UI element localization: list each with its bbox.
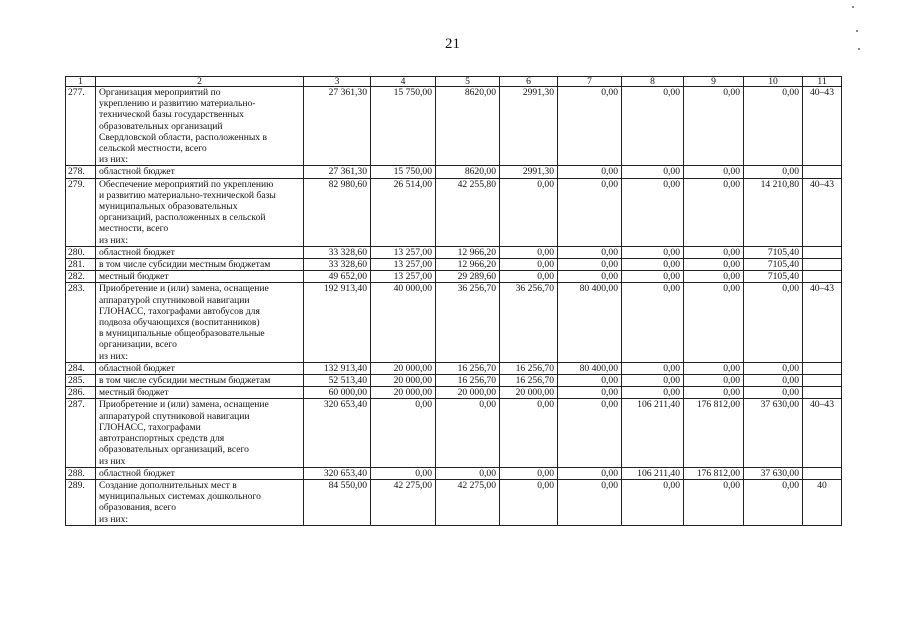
amount-cell: 0,00 <box>622 178 684 246</box>
row-number: 287. <box>66 399 96 467</box>
amount-cell: 0,00 <box>684 283 744 362</box>
amount-cell: 33 328,60 <box>304 259 371 271</box>
description-line: образования, всего <box>99 502 177 514</box>
description-line: областной бюджет <box>99 362 175 374</box>
description-line: муниципальных системах дошкольного <box>99 491 261 503</box>
amount-cell: 52 513,40 <box>304 375 371 387</box>
amount-cell: 0,00 <box>558 387 622 399</box>
row-number: 278. <box>66 166 96 178</box>
amount-cell: 0,00 <box>684 271 744 283</box>
row-description <box>96 479 304 525</box>
description-line: автотранспортных средств для <box>99 433 225 445</box>
amount-cell: 7105,40 <box>744 246 803 258</box>
target-indicator-cell <box>803 246 842 258</box>
column-number-5: 5 <box>436 77 500 87</box>
amount-cell: 40 000,00 <box>371 283 436 362</box>
amount-cell: 106 211,40 <box>622 467 684 479</box>
description-line: муниципальных образовательных <box>99 201 238 213</box>
row-description <box>96 166 304 178</box>
amount-cell: 0,00 <box>684 246 744 258</box>
description-line: и развитию материально-технической базы <box>99 189 276 201</box>
description-line: Свердловской области, расположенных в <box>99 131 268 143</box>
description-line: аппаратурой спутниковой навигации <box>99 294 250 306</box>
amount-cell: 0,00 <box>558 271 622 283</box>
amount-cell: 106 211,40 <box>622 399 684 467</box>
row-number: 283. <box>66 283 96 362</box>
amount-cell: 0,00 <box>558 259 622 271</box>
target-indicator-cell <box>803 271 842 283</box>
table-row <box>66 375 842 387</box>
amount-cell: 0,00 <box>558 87 622 166</box>
amount-cell: 192 913,40 <box>304 283 371 362</box>
amount-cell: 13 257,00 <box>371 271 436 283</box>
amount-cell: 8620,00 <box>436 87 500 166</box>
description-line: местный бюджет <box>99 387 169 399</box>
table-row <box>66 246 842 258</box>
description-line: в муниципальные общеобразовательные <box>99 328 265 340</box>
target-indicator-cell <box>803 166 842 178</box>
row-description <box>96 399 304 467</box>
description-line: подвоза обучающихся (воспитанников) <box>99 317 260 329</box>
amount-cell: 0,00 <box>684 259 744 271</box>
description-line: технической базы государственных <box>99 109 244 121</box>
amount-cell: 8620,00 <box>436 166 500 178</box>
amount-cell: 37 630,00 <box>744 467 803 479</box>
page-number: 21 <box>445 36 460 52</box>
row-number: 288. <box>66 467 96 479</box>
row-number: 282. <box>66 271 96 283</box>
amount-cell: 0,00 <box>500 479 558 525</box>
amount-cell: 0,00 <box>371 467 436 479</box>
description-line: в том числе субсидии местным бюджетам <box>99 259 271 271</box>
amount-cell: 0,00 <box>500 178 558 246</box>
description-line: укреплению и развитию материально- <box>99 98 256 110</box>
description-line: областной бюджет <box>99 467 175 479</box>
amount-cell: 16 256,70 <box>436 375 500 387</box>
description-line: аппаратурой спутниковой навигации <box>99 410 250 422</box>
description-line: местный бюджет <box>99 271 169 283</box>
description-line: образовательных организаций <box>99 120 223 132</box>
row-description <box>96 375 304 387</box>
amount-cell: 176 812,00 <box>684 399 744 467</box>
description-line: сельской местности, всего <box>99 143 207 155</box>
amount-cell: 2991,30 <box>500 166 558 178</box>
table-row <box>66 271 842 283</box>
target-indicator-cell <box>803 387 842 399</box>
row-number: 286. <box>66 387 96 399</box>
row-description <box>96 178 304 246</box>
description-line: из них: <box>99 350 129 362</box>
amount-cell: 7105,40 <box>744 259 803 271</box>
scan-speck <box>852 6 854 8</box>
amount-cell: 0,00 <box>558 479 622 525</box>
amount-cell: 16 256,70 <box>500 362 558 374</box>
amount-cell: 320 653,40 <box>304 399 371 467</box>
amount-cell: 0,00 <box>684 375 744 387</box>
table-row <box>66 87 842 166</box>
amount-cell: 13 257,00 <box>371 259 436 271</box>
amount-cell: 33 328,60 <box>304 246 371 258</box>
amount-cell: 0,00 <box>622 246 684 258</box>
table-row <box>66 283 842 362</box>
amount-cell: 0,00 <box>500 259 558 271</box>
table-header-row <box>66 77 842 87</box>
amount-cell: 20 000,00 <box>500 387 558 399</box>
amount-cell: 0,00 <box>500 467 558 479</box>
scan-speck <box>856 30 858 32</box>
amount-cell: 80 400,00 <box>558 362 622 374</box>
description-line: образовательных организаций, всего <box>99 444 249 456</box>
row-number: 277. <box>66 87 96 166</box>
description-line: в том числе субсидии местным бюджетам <box>99 375 271 387</box>
table-row <box>66 479 842 525</box>
amount-cell: 0,00 <box>744 283 803 362</box>
amount-cell: 2991,30 <box>500 87 558 166</box>
amount-cell: 37 630,00 <box>744 399 803 467</box>
amount-cell: 20 000,00 <box>371 362 436 374</box>
amount-cell: 0,00 <box>684 387 744 399</box>
target-indicator-cell: 40–43 <box>803 399 842 467</box>
table-row <box>66 259 842 271</box>
amount-cell: 0,00 <box>436 399 500 467</box>
amount-cell: 20 000,00 <box>371 387 436 399</box>
amount-cell: 0,00 <box>744 479 803 525</box>
row-number: 289. <box>66 479 96 525</box>
amount-cell: 0,00 <box>622 259 684 271</box>
column-number-10: 10 <box>744 77 803 87</box>
amount-cell: 0,00 <box>500 271 558 283</box>
amount-cell: 14 210,80 <box>744 178 803 246</box>
target-indicator-cell: 40–43 <box>803 283 842 362</box>
amount-cell: 0,00 <box>684 479 744 525</box>
amount-cell: 0,00 <box>744 87 803 166</box>
amount-cell: 0,00 <box>558 178 622 246</box>
amount-cell: 0,00 <box>622 166 684 178</box>
description-line: из них: <box>99 154 129 166</box>
amount-cell: 0,00 <box>684 362 744 374</box>
column-number-9: 9 <box>684 77 744 87</box>
amount-cell: 13 257,00 <box>371 246 436 258</box>
row-description <box>96 259 304 271</box>
amount-cell: 0,00 <box>744 362 803 374</box>
target-indicator-cell <box>803 362 842 374</box>
description-line: из них: <box>99 234 129 246</box>
amount-cell: 0,00 <box>558 246 622 258</box>
amount-cell: 16 256,70 <box>500 375 558 387</box>
amount-cell: 176 812,00 <box>684 467 744 479</box>
column-number-2: 2 <box>96 77 304 87</box>
amount-cell: 320 653,40 <box>304 467 371 479</box>
target-indicator-cell: 40 <box>803 479 842 525</box>
target-indicator-cell: 40–43 <box>803 87 842 166</box>
table-row <box>66 166 842 178</box>
table-row <box>66 399 842 467</box>
amount-cell: 0,00 <box>558 375 622 387</box>
amount-cell: 15 750,00 <box>371 166 436 178</box>
amount-cell: 20 000,00 <box>436 387 500 399</box>
description-line: Приобретение и (или) замена, оснащение <box>99 283 269 295</box>
description-line: областной бюджет <box>99 246 175 258</box>
description-line: из них: <box>99 513 129 525</box>
amount-cell: 27 361,30 <box>304 166 371 178</box>
row-number: 285. <box>66 375 96 387</box>
amount-cell: 0,00 <box>744 387 803 399</box>
amount-cell: 42 275,00 <box>371 479 436 525</box>
amount-cell: 0,00 <box>500 399 558 467</box>
description-line: из них <box>99 455 126 467</box>
amount-cell: 0,00 <box>744 166 803 178</box>
amount-cell: 0,00 <box>558 467 622 479</box>
amount-cell: 29 289,60 <box>436 271 500 283</box>
row-description <box>96 362 304 374</box>
amount-cell: 132 913,40 <box>304 362 371 374</box>
table-row <box>66 362 842 374</box>
description-line: Обеспечение мероприятий по укреплению <box>99 178 274 190</box>
amount-cell: 15 750,00 <box>371 87 436 166</box>
amount-cell: 36 256,70 <box>500 283 558 362</box>
amount-cell: 0,00 <box>622 87 684 166</box>
row-number: 281. <box>66 259 96 271</box>
amount-cell: 0,00 <box>558 166 622 178</box>
table-row <box>66 467 842 479</box>
row-description <box>96 283 304 362</box>
target-indicator-cell: 40–43 <box>803 178 842 246</box>
column-number-3: 3 <box>304 77 371 87</box>
column-number-6: 6 <box>500 77 558 87</box>
amount-cell: 16 256,70 <box>436 362 500 374</box>
amount-cell: 36 256,70 <box>436 283 500 362</box>
amount-cell: 0,00 <box>622 479 684 525</box>
description-line: местности, всего <box>99 223 169 235</box>
table-row <box>66 387 842 399</box>
row-description <box>96 271 304 283</box>
amount-cell: 0,00 <box>622 271 684 283</box>
amount-cell: 26 514,00 <box>371 178 436 246</box>
column-number-7: 7 <box>558 77 622 87</box>
description-line: Организация мероприятий по <box>99 87 221 98</box>
amount-cell: 0,00 <box>622 375 684 387</box>
amount-cell: 0,00 <box>558 399 622 467</box>
amount-cell: 20 000,00 <box>371 375 436 387</box>
column-number-11: 11 <box>803 77 842 87</box>
scan-speck <box>858 48 860 50</box>
row-description <box>96 387 304 399</box>
amount-cell: 0,00 <box>500 246 558 258</box>
amount-cell: 0,00 <box>622 283 684 362</box>
row-number: 284. <box>66 362 96 374</box>
amount-cell: 80 400,00 <box>558 283 622 362</box>
amount-cell: 0,00 <box>622 387 684 399</box>
amount-cell: 0,00 <box>684 178 744 246</box>
amount-cell: 0,00 <box>684 166 744 178</box>
budget-table <box>65 76 842 526</box>
amount-cell: 49 652,00 <box>304 271 371 283</box>
amount-cell: 0,00 <box>371 399 436 467</box>
description-line: организации, всего <box>99 339 177 351</box>
column-number-4: 4 <box>371 77 436 87</box>
amount-cell: 0,00 <box>622 362 684 374</box>
amount-cell: 42 255,80 <box>436 178 500 246</box>
description-line: организаций, расположенных в сельской <box>99 212 266 224</box>
target-indicator-cell <box>803 467 842 479</box>
amount-cell: 84 550,00 <box>304 479 371 525</box>
row-description <box>96 467 304 479</box>
amount-cell: 0,00 <box>744 375 803 387</box>
row-description <box>96 87 304 166</box>
row-number: 279. <box>66 178 96 246</box>
amount-cell: 12 966,20 <box>436 259 500 271</box>
amount-cell: 7105,40 <box>744 271 803 283</box>
description-line: Приобретение и (или) замена, оснащение <box>99 399 269 411</box>
description-line: Создание дополнительных мест в <box>99 479 237 491</box>
amount-cell: 0,00 <box>436 467 500 479</box>
amount-cell: 82 980,60 <box>304 178 371 246</box>
description-line: ГЛОНАСС, тахографами <box>99 421 201 433</box>
target-indicator-cell <box>803 259 842 271</box>
description-line: ГЛОНАСС, тахографами автобусов для <box>99 305 260 317</box>
amount-cell: 0,00 <box>684 87 744 166</box>
amount-cell: 60 000,00 <box>304 387 371 399</box>
target-indicator-cell <box>803 375 842 387</box>
column-number-8: 8 <box>622 77 684 87</box>
column-number-1: 1 <box>66 77 96 87</box>
table-row <box>66 178 842 246</box>
row-number: 280. <box>66 246 96 258</box>
amount-cell: 42 275,00 <box>436 479 500 525</box>
amount-cell: 12 966,20 <box>436 246 500 258</box>
description-line: областной бюджет <box>99 166 175 178</box>
amount-cell: 27 361,30 <box>304 87 371 166</box>
row-description <box>96 246 304 258</box>
